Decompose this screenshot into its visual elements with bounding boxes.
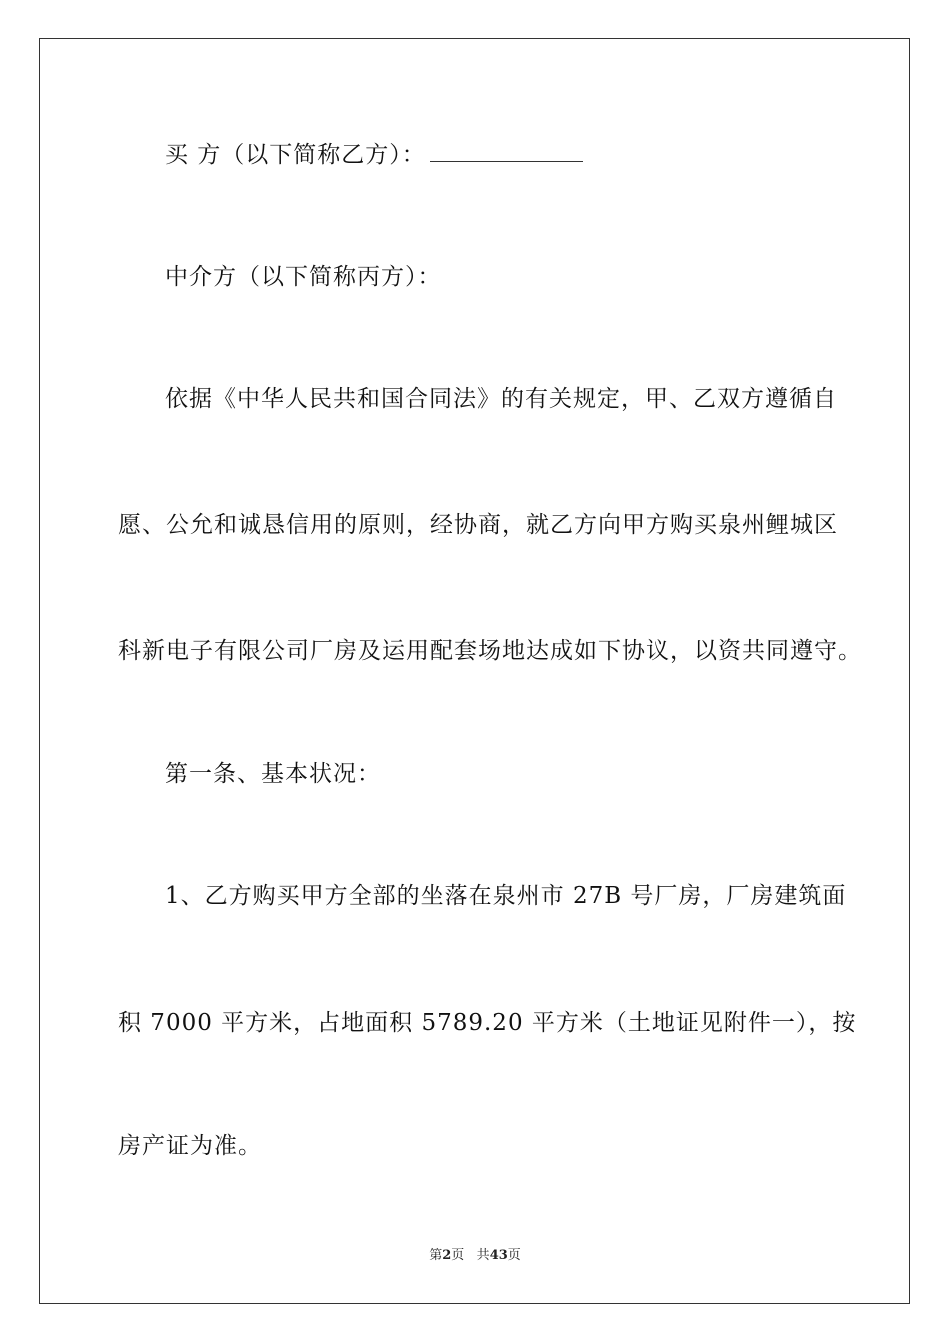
footer-page-number: 2 <box>442 1248 452 1263</box>
paragraph-1-line-1: 依据《中华人民共和国合同法》的有关规定，甲、乙双方遵循自 <box>165 386 837 412</box>
item-1-line-1: 1、乙方购买甲方全部的坐落在泉州市 27B 号厂房，厂房建筑面 <box>165 883 847 909</box>
article-1-heading: 第一条、基本状况： <box>165 761 381 787</box>
item-1-line-2: 积 7000 平方米，占地面积 5789.20 平方米（土地证见附件一），按 <box>118 1010 857 1036</box>
page-border <box>39 38 910 1304</box>
paragraph-1-line-2: 愿、公允和诚恳信用的原则，经协商，就乙方向甲方购买泉州鲤城区 <box>118 512 838 538</box>
item-1-line-3: 房产证为准。 <box>118 1133 262 1159</box>
page-footer <box>0 1247 950 1265</box>
buyer-line <box>165 140 885 170</box>
footer-total-prefix: 共 <box>476 1248 490 1263</box>
footer-total-suffix: 页 <box>507 1248 521 1263</box>
agent-line: 中介方（以下简称丙方）： <box>165 264 442 290</box>
footer-total-pages: 43 <box>489 1248 508 1263</box>
paragraph-1-line-3: 科新电子有限公司厂房及运用配套场地达成如下协议，以资共同遵守。 <box>118 638 862 664</box>
footer-page-suffix: 页 <box>451 1248 465 1263</box>
footer-page-prefix: 第 <box>429 1248 443 1263</box>
buyer-blank-field <box>430 143 583 162</box>
buyer-label: 买 方（以下简称乙方）： <box>165 142 426 168</box>
